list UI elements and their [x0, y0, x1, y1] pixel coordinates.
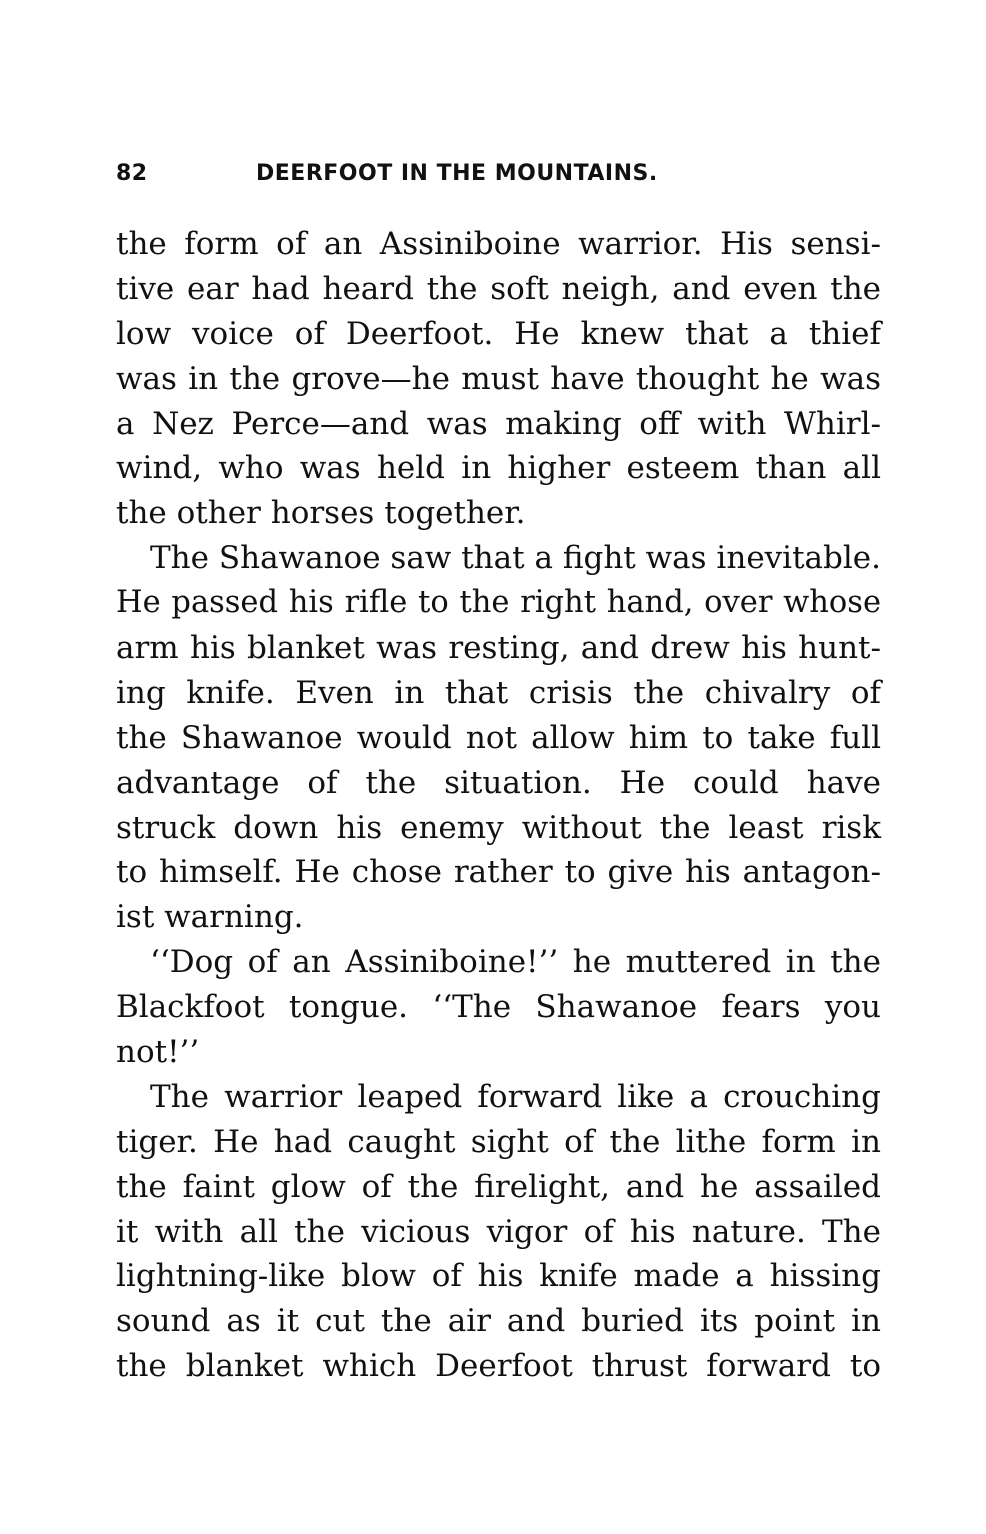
text-line: was in the grove—he must have thought he was [116, 360, 881, 397]
text-line: tiger. He had caught sight of the lithe form in [116, 1123, 881, 1160]
text-line: sound as it cut the air and buried its point in [116, 1303, 881, 1340]
text-line: The Shawanoe saw that a fight was inevitable. [150, 540, 881, 577]
text-line: ist warning. [116, 899, 304, 936]
text-line: ‘‘Dog of an Assiniboine!’’ he muttered in the [150, 944, 881, 981]
body-text [116, 222, 881, 1389]
text-line: lightning-like blow of his knife made a hissing [116, 1258, 881, 1295]
text-line: The warrior leaped forward like a crouching [150, 1078, 881, 1115]
text-line: Blackfoot tongue. ‘‘The Shawanoe fears you [116, 989, 881, 1026]
text-line: tive ear had heard the soft neigh, and even the [116, 270, 881, 307]
text-line: struck down his enemy without the least risk [116, 809, 881, 846]
text-line: He passed his rifle to the right hand, over whose [116, 585, 881, 621]
text-line: wind, who was held in higher esteem than all [116, 450, 881, 487]
running-head [116, 161, 786, 195]
text-line: the blanket which Deerfoot thrust forward to [116, 1348, 881, 1385]
text-line: the form of an Assiniboine warrior. His sensi- [116, 226, 881, 262]
paragraph [116, 1075, 881, 1389]
text-line: ing knife. Even in that crisis the chivalry of [116, 674, 881, 711]
text-line: not!’’ [116, 1034, 200, 1071]
text-line: a Nez Perce—and was making off with Whirl- [116, 405, 881, 442]
text-line: the faint glow of the firelight, and he assailed [116, 1168, 881, 1205]
text-line: advantage of the situation. He could have [116, 764, 881, 801]
text-line: it with all the vicious vigor of his nature. The [116, 1213, 881, 1250]
text-line: low voice of Deerfoot. He knew that a thief [116, 315, 881, 352]
book-title: DEERFOOT IN THE MOUNTAINS. [256, 161, 658, 186]
text-line: to himself. He chose rather to give his antagon- [116, 854, 881, 891]
text-line: the Shawanoe would not allow him to take full [116, 719, 881, 756]
page-number: 82 [116, 161, 148, 186]
text-line: the other horses together. [116, 495, 526, 532]
paragraph [116, 222, 881, 536]
paragraph [116, 536, 881, 940]
text-line: arm his blanket was resting, and drew his hunt- [116, 630, 881, 667]
paragraph [116, 940, 881, 1075]
